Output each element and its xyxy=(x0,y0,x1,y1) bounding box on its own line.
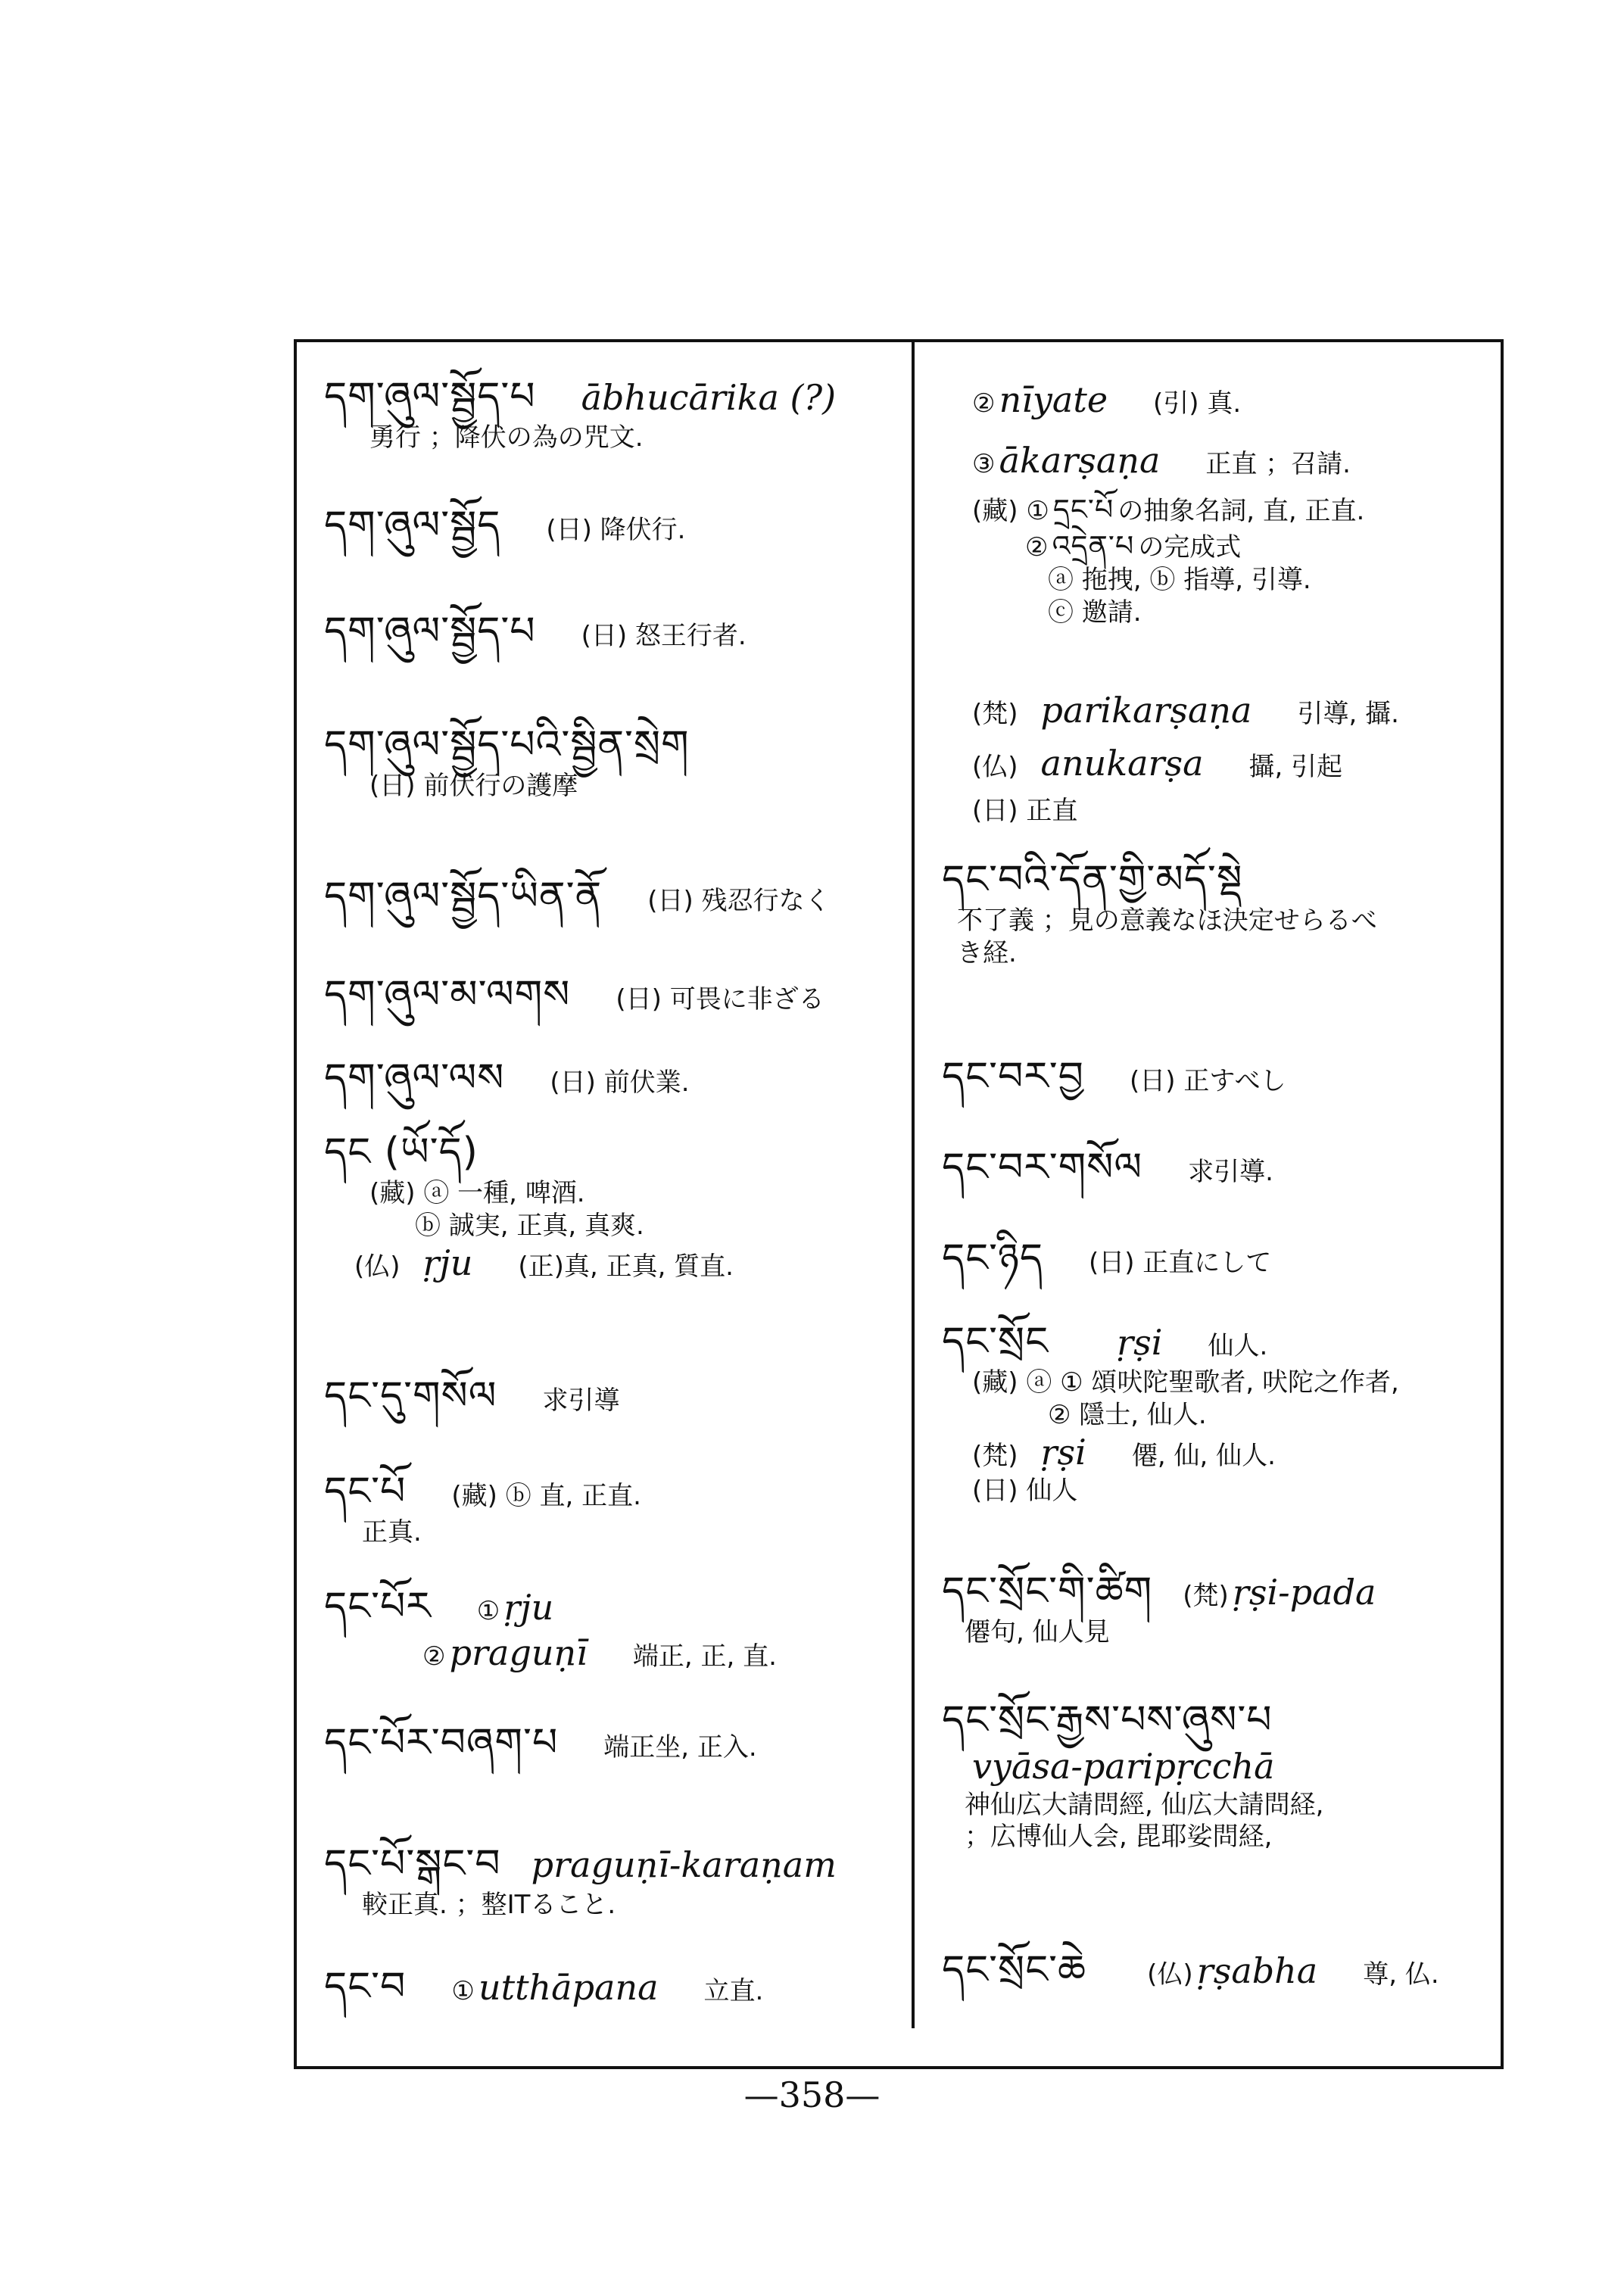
entry xyxy=(942,1234,1487,1283)
entry xyxy=(324,1467,899,1549)
definition-line: 神仙広大請問經, 仙広大請問経, xyxy=(965,1789,1324,1820)
entry xyxy=(324,1054,899,1103)
entry xyxy=(942,379,1487,422)
tibetan-headword: དག་ཞུལ་སྦྱོད་པའི་སྦྱིན་སྲེག xyxy=(324,722,690,768)
tibetan-headword: དང་ཉིད xyxy=(942,1236,1043,1281)
entry xyxy=(942,1946,1487,1995)
definition-line: ② 隱士, 仙人. xyxy=(1048,1399,1207,1430)
entry xyxy=(942,1143,1487,1192)
sanskrit-term: praguṇī-karaṇam xyxy=(531,1844,837,1885)
tibetan-headword: དང་བར་གསོལ xyxy=(942,1145,1143,1190)
gloss: (引) 真. xyxy=(1153,388,1242,419)
page-number: —358— xyxy=(743,2074,881,2115)
gloss: 僊, 仙, 仙人. xyxy=(1131,1441,1276,1471)
definition-line: (藏) ⓐ 一種, 啤酒. xyxy=(369,1178,585,1208)
tibetan-headword: དང་པོར xyxy=(324,1584,432,1629)
tibetan-headword: དང་པོ xyxy=(324,1469,407,1514)
tibetan-headword: དང་དུ་གསོལ xyxy=(324,1373,497,1419)
definition-line: (藏) ⓐ ① 頌吠陀聖歌者, 吠陀之作者, xyxy=(972,1367,1399,1398)
definition-line: ；広博仙人会, 毘耶娑問経, xyxy=(965,1822,1273,1852)
sense-number: ① xyxy=(451,1976,475,2006)
sanskrit-term: ṛju xyxy=(503,1587,554,1628)
gloss: (日) 前伏業. xyxy=(550,1068,690,1098)
sanskrit-term: ṛṣi-pada xyxy=(1232,1572,1376,1613)
gloss: (正)真, 正真, 質直. xyxy=(518,1251,734,1282)
entry xyxy=(942,439,1487,483)
gloss: 端正, 正, 直. xyxy=(632,1641,777,1672)
gloss: (日) 仙人 xyxy=(972,1475,1078,1506)
tibetan-headword: དང་བའི་དོན་གྱི་མདོ་སྡེ xyxy=(942,857,1243,902)
source-label: (仏) xyxy=(972,752,1018,782)
tibetan-headword: དང་བར་བྱ xyxy=(942,1054,1085,1099)
source-label: (梵) xyxy=(1183,1581,1229,1611)
gloss: 求引導. xyxy=(1188,1157,1273,1187)
entry xyxy=(324,1719,899,1768)
sense-number: ② xyxy=(972,388,996,419)
entry xyxy=(324,607,899,656)
entry xyxy=(942,856,1487,969)
entry xyxy=(324,1372,899,1421)
gloss: 攝, 引起 xyxy=(1248,752,1343,782)
tibetan-headword: དག་ཞུལ་སྦྱོད་པ xyxy=(324,374,536,419)
gloss: 正直 ；召請. xyxy=(1205,449,1351,479)
entry xyxy=(942,1317,1487,1507)
definition-line: ⓒ 邀請. xyxy=(1048,597,1142,628)
sanskrit-term: ṛṣabha xyxy=(1196,1950,1318,1991)
gloss: 勇行 ；降伏の為の咒文. xyxy=(369,422,644,453)
gloss: (日) 降伏行. xyxy=(546,515,686,545)
sense-number: ② xyxy=(422,1641,446,1672)
definition-line: ⓐ 拖拽, ⓑ 指導, 引導. xyxy=(1048,565,1311,595)
sanskrit-term: vyāsa-paripṛcchā xyxy=(972,1746,1275,1787)
gloss: 求引導 xyxy=(542,1385,620,1416)
gloss: (日) 正直 xyxy=(972,796,1078,826)
source-label: (仏) xyxy=(1147,1959,1193,1990)
definition-line: (藏) ⓑ 直, 正直. xyxy=(451,1481,641,1511)
entry xyxy=(324,1840,899,1922)
sanskrit-term: praguṇī xyxy=(449,1632,588,1673)
gloss: 端正坐, 正入. xyxy=(603,1732,757,1763)
source-label: (仏) xyxy=(354,1251,401,1282)
entry xyxy=(942,1567,1487,1649)
entry xyxy=(324,372,899,454)
tibetan-headword: དང་བ xyxy=(324,1964,407,2009)
sanskrit-term: ṛju xyxy=(422,1242,473,1283)
sense-number: ① xyxy=(476,1596,500,1626)
gloss: (日) 前伏行の護摩 xyxy=(369,771,578,801)
sanskrit-term: parikarṣaṇa xyxy=(1040,690,1252,731)
tibetan-headword: དག་ཞུལ་ལས xyxy=(324,1055,505,1101)
tibetan-headword: དག་ཞུལ་སྦྱོད་ཡིན་ནོ xyxy=(324,874,603,919)
sanskrit-term: ākarṣaṇa xyxy=(999,440,1161,481)
tibetan-headword: དང་སྲོང xyxy=(942,1319,1049,1364)
entry xyxy=(942,1052,1487,1102)
column-divider xyxy=(912,342,915,2028)
gloss: 引導, 攝. xyxy=(1297,699,1399,729)
entry xyxy=(942,689,1487,733)
source-label: (藏) ① xyxy=(972,496,1049,526)
definition-line: き経. xyxy=(957,937,1017,968)
sanskrit-term: nīyate xyxy=(999,379,1108,420)
source-label: (梵) xyxy=(972,699,1018,729)
sanskrit-term: ṛṣi xyxy=(1040,1432,1086,1473)
gloss: の完成式 xyxy=(1138,531,1242,563)
tibetan-headword: དང་སྲོང་ཆེ xyxy=(942,1947,1087,1993)
definition-line: ⓑ 誠実, 正真, 真爽. xyxy=(415,1210,644,1241)
sense-number: ③ xyxy=(972,449,996,479)
gloss: 立直. xyxy=(703,1976,764,2006)
gloss: (日) 正すべし xyxy=(1130,1066,1286,1096)
tibetan-headword: དང (ཡོ་དོ) xyxy=(324,1130,478,1175)
gloss: (日) 可畏に非ざる xyxy=(616,984,824,1015)
entry xyxy=(324,501,899,550)
entry xyxy=(942,795,1487,828)
tibetan-headword: དག་ཞུལ་སྦྱོད་པ xyxy=(324,609,536,654)
sanskrit-term: anukarṣa xyxy=(1040,743,1204,784)
entry xyxy=(324,721,899,803)
gloss: 較正真. ；整ITること. xyxy=(362,1890,616,1920)
entry xyxy=(942,1696,1487,1853)
tibetan-headword: དང་པོར་བཞག་པ xyxy=(324,1720,559,1766)
gloss: (日) 正直にして xyxy=(1088,1248,1272,1278)
entry xyxy=(324,1582,899,1675)
entry xyxy=(942,492,1487,628)
entry xyxy=(942,742,1487,786)
tibetan-headword: དག་ཞུལ་མ་ལགས xyxy=(324,972,571,1018)
tibetan-headword: དང་པོ་སྒང་བ xyxy=(324,1841,501,1887)
entry xyxy=(324,1962,899,2012)
tibetan-word: དྲང་པོ xyxy=(1052,493,1114,526)
gloss: 僊句, 仙人見 xyxy=(965,1617,1110,1647)
entry xyxy=(324,872,899,921)
tibetan-word: འདྲེན་པ xyxy=(1052,528,1135,563)
gloss: 仙人. xyxy=(1208,1331,1268,1361)
sense-number: ② xyxy=(1025,531,1049,563)
definition-line: 正真. xyxy=(362,1517,422,1548)
gloss: (日) 残忍行なく xyxy=(647,886,831,916)
entry xyxy=(324,971,899,1020)
gloss: (日) 怒王行者. xyxy=(581,621,747,651)
definition-line: 不了義 ；見の意義なほ決定せらるべ xyxy=(957,905,1377,936)
entry xyxy=(324,1128,899,1286)
tibetan-headword: དག་ཞུལ་སྦྱོད xyxy=(324,503,501,548)
tibetan-headword: དང་སྲོང་རྒྱས་པས་ཞུས་པ xyxy=(942,1697,1273,1743)
sanskrit-term: utthāpana xyxy=(478,1967,659,2008)
tibetan-headword: དང་སྲོང་གི་ཚིག xyxy=(942,1569,1153,1614)
sanskrit-term: ābhucārika (?) xyxy=(581,377,837,418)
source-label: (梵) xyxy=(972,1441,1018,1471)
gloss: 尊, 仏. xyxy=(1363,1959,1439,1990)
gloss: の抽象名詞, 直, 正直. xyxy=(1117,496,1365,526)
sanskrit-term: ṛṣi xyxy=(1117,1322,1163,1363)
